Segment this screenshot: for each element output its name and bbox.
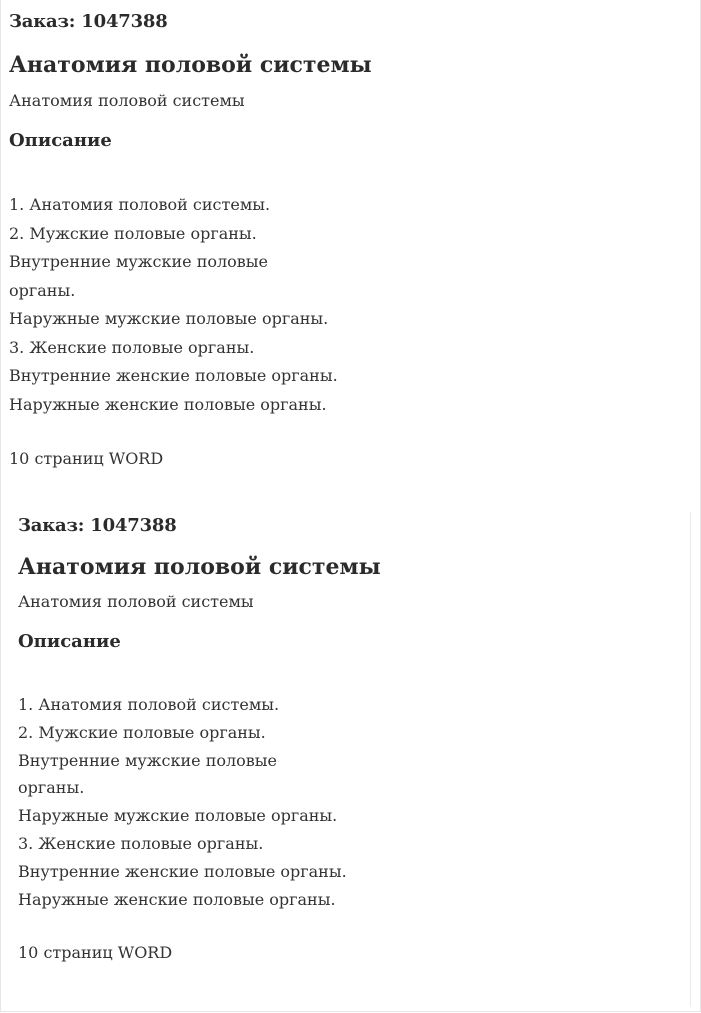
order-card-primary <box>9 8 689 471</box>
description-line: Наружные мужские половые органы. <box>9 309 329 328</box>
description-line: Наружные женские половые органы. <box>9 394 327 414</box>
description-line: 1. Анатомия половой системы. <box>9 195 271 214</box>
description-line: 3. Женские половые органы. <box>18 833 264 853</box>
order-card-duplicate <box>18 512 691 1007</box>
description-heading: Описание <box>9 130 112 151</box>
description-line: 2. Мужские половые органы. <box>9 223 257 243</box>
document-subtitle: Анатомия половой системы <box>18 592 254 611</box>
pages-info: 10 страниц WORD <box>9 449 164 468</box>
description-line: 2. Мужские половые органы. <box>18 722 266 742</box>
order-number: Заказ: 1047388 <box>18 515 177 536</box>
description-line: органы. <box>9 280 76 300</box>
description-line: Наружные женские половые органы. <box>18 889 336 909</box>
description-list <box>18 691 690 913</box>
order-number: Заказ: 1047388 <box>9 11 168 32</box>
description-line: 1. Анатомия половой системы. <box>18 695 280 714</box>
description-line: Внутренние женские половые органы. <box>18 861 347 881</box>
description-line: органы. <box>18 778 85 798</box>
pages-info: 10 страниц WORD <box>18 943 173 963</box>
description-heading: Описание <box>18 631 121 652</box>
description-line: Наружные мужские половые органы. <box>18 806 338 826</box>
description-line: 3. Женские половые органы. <box>9 337 255 357</box>
document-title: Анатомия половой системы <box>18 554 381 580</box>
document-title: Анатомия половой системы <box>9 52 372 78</box>
description-line: Внутренние мужские половые <box>18 750 278 770</box>
description-line: Внутренние женские половые органы. <box>9 366 338 385</box>
description-list <box>9 191 689 419</box>
document-subtitle: Анатомия половой системы <box>9 91 245 110</box>
description-line: Внутренние мужские половые <box>9 252 269 271</box>
